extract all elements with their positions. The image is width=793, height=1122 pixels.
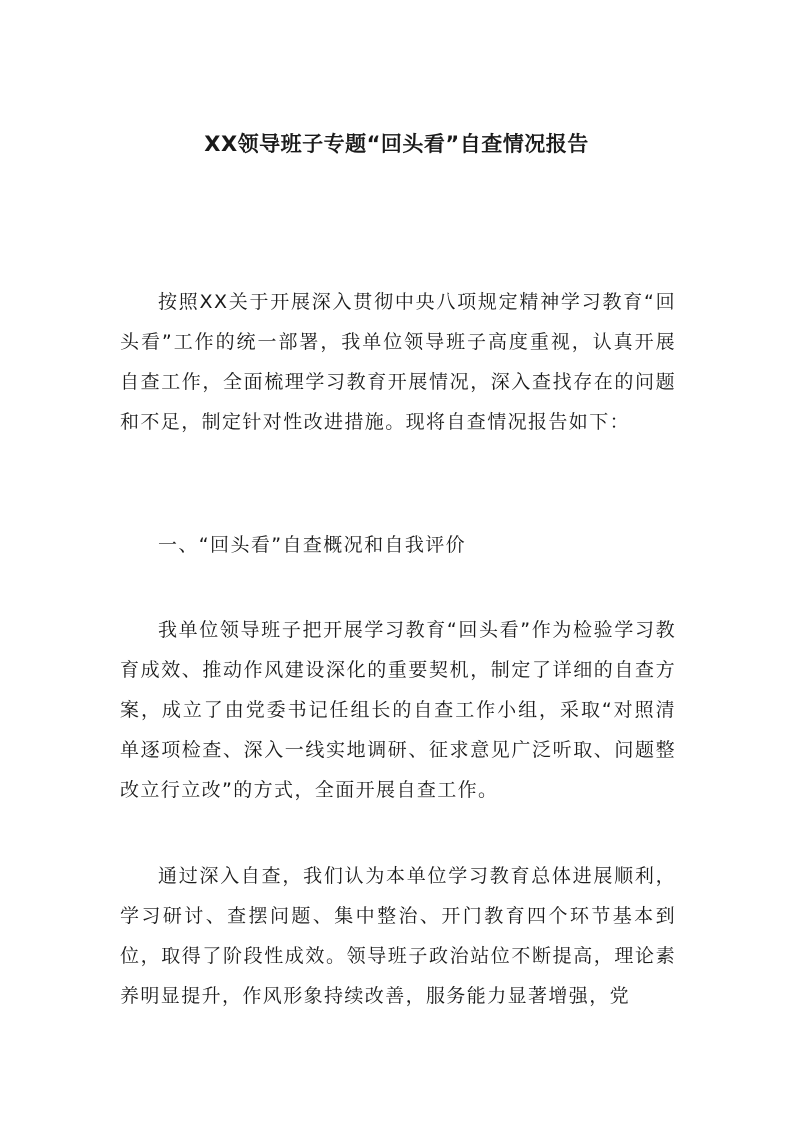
section-1-paragraph-2: 通过深入自查，我们认为本单位学习教育总体进展顺利，学习研讨、查摆问题、集中整治、开门教育四个环节基本到位，取得了阶段性成效。领导班子政治站位不断提高，理论素养明显提升，作风形象持续改善，服务能力显著增强，党 (120, 865, 676, 1007)
document-title: XX领导班子专题“回头看”自查情况报告 (204, 132, 589, 156)
intro-paragraph: 按照XX关于开展深入贯彻中央八项规定精神学习教育“回头看”工作的统一部署，我单位领导班子高度重视，认真开展自查工作，全面梳理学习教育开展情况，深入查找存在的问题和不足，制定针对性改进措施。现将自查情况报告如下： (120, 291, 676, 433)
section-heading-1: 一、“回头看”自查概况和自我评价 (158, 534, 467, 556)
section-1-paragraph-1: 我单位领导班子把开展学习教育“回头看”作为检验学习教育成效、推动作风建设深化的重要契机，制定了详细的自查方案，成立了由党委书记任组长的自查工作小组，采取“对照清单逐项检查、深入一线实地调研、征求意见广泛听取、问题整改立行立改”的方式，全面开展自查工作。 (120, 619, 676, 801)
